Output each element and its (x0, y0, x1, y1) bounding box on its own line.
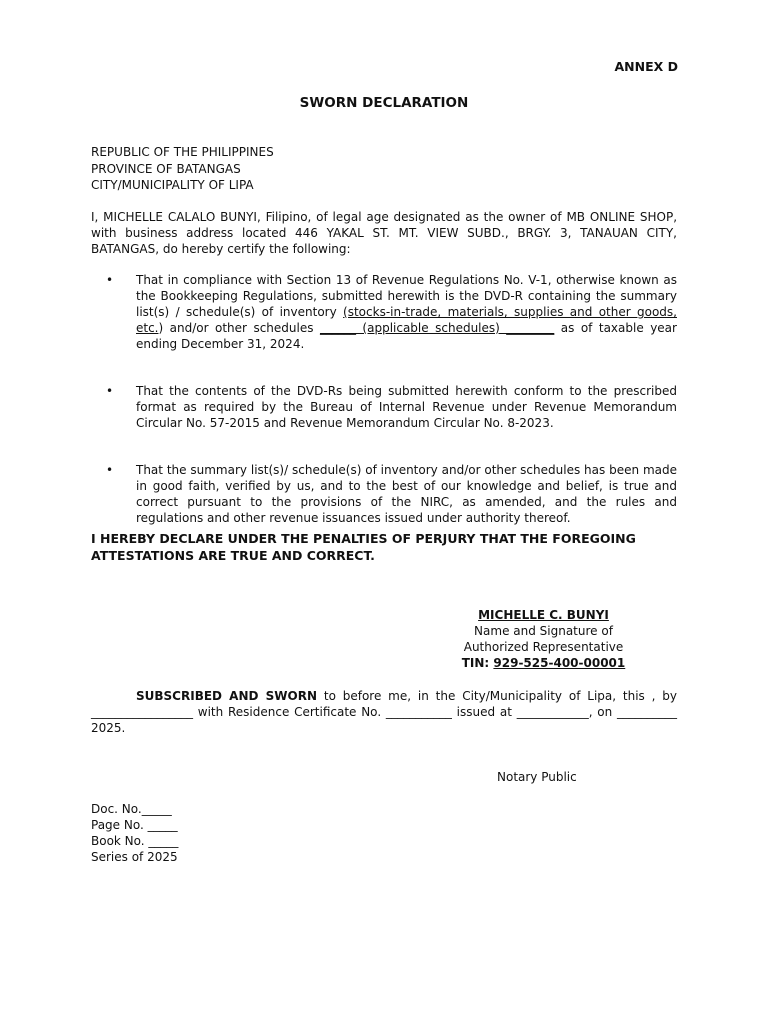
bullet-text: That the contents of the DVD-Rs being submitted herewith conform to the prescribed format as required by the Bureau of Internal Revenue under Revenue Memorandum Circular No. 57-2015 and Revenue Memorandum Circular No. 8-2023. (136, 384, 677, 430)
notarial-register (91, 801, 677, 865)
jurat-text: to before me, in the City/Municipality of Lipa, this , by _________________ with Residence Certificate No. ___________ issued at ____________, on __________ 2025. (91, 689, 677, 735)
venue-country: REPUBLIC OF THE PHILIPPINES (91, 145, 274, 159)
bullet-text: That in compliance with Section 13 of Revenue Regulations No. V-1, otherwise known as the Bookkeeping Regulations, submitted herewith is the DVD-R containing the summary list(s) / schedule(s) of inventory (136, 273, 677, 319)
doc-number: Doc. No._____ (91, 802, 172, 816)
annex-label: ANNEX D (614, 59, 678, 74)
bullet-icon: • (106, 273, 114, 287)
bullet-text: ) and/or other schedules (158, 321, 320, 335)
bullet-icon: • (106, 463, 114, 477)
bullet-text: That the summary list(s)/ schedule(s) of inventory and/or other schedules has been made in good faith, verified by us, and to the best of our knowledge and belief, is true and correct pursuant to the provisions of the NIRC, as amended, and the rules and regulations and other revenue issuances issued under authority thereof. (136, 463, 677, 525)
certification-list (106, 272, 677, 557)
perjury-declaration: I HEREBY DECLARE UNDER THE PENALTIES OF PERJURY THAT THE FOREGOING ATTESTATIONS ARE TRUE AND CORRECT. (91, 531, 636, 563)
list-item (106, 462, 677, 526)
inventory-types: (stocks-in-trade, materials, supplies and other goods, etc. (136, 305, 677, 335)
intro-text: , Filipino, of legal age designated as the owner of MB ONLINE SHOP, with business address located 446 YAKAL ST. MT. VIEW SUBD., BRGY. 3, TANAUAN CITY, BATANGAS, do hereby certify the following: (91, 210, 678, 256)
declarant-name: MICHELLE CALALO BUNYI (103, 210, 257, 224)
bullet-text: as of taxable year ending December 31, 2024. (136, 321, 677, 351)
series-year: Series of 2025 (91, 850, 178, 864)
tin-label: TIN: (461, 656, 494, 670)
tin-value: 929-525-400-00001 (493, 656, 626, 670)
venue-block (91, 144, 677, 194)
intro-prefix: I, (91, 210, 104, 224)
jurat-indent (91, 689, 136, 703)
list-item (106, 272, 677, 352)
applicable-schedules-blank: ______ (applicable schedules) ________ (319, 321, 555, 335)
venue-city: CITY/MUNICIPALITY OF LIPA (91, 178, 254, 192)
jurat-paragraph (91, 688, 677, 736)
tin-line (441, 655, 646, 671)
bullet-icon: • (106, 384, 114, 398)
document-title: SWORN DECLARATION (299, 95, 469, 111)
jurat-heading: SUBSCRIBED AND SWORN (136, 689, 318, 703)
notary-public-label: Notary Public (497, 770, 577, 784)
signatory-name: MICHELLE C. BUNYI (478, 608, 609, 622)
book-number: Book No. _____ (91, 834, 179, 848)
signature-block (441, 607, 646, 671)
intro-paragraph (91, 209, 677, 257)
venue-province: PROVINCE OF BATANGAS (91, 161, 241, 176)
list-item (106, 383, 677, 431)
page-number: Page No. _____ (91, 818, 178, 832)
signatory-caption: Name and Signature of Authorized Representative (463, 624, 624, 654)
